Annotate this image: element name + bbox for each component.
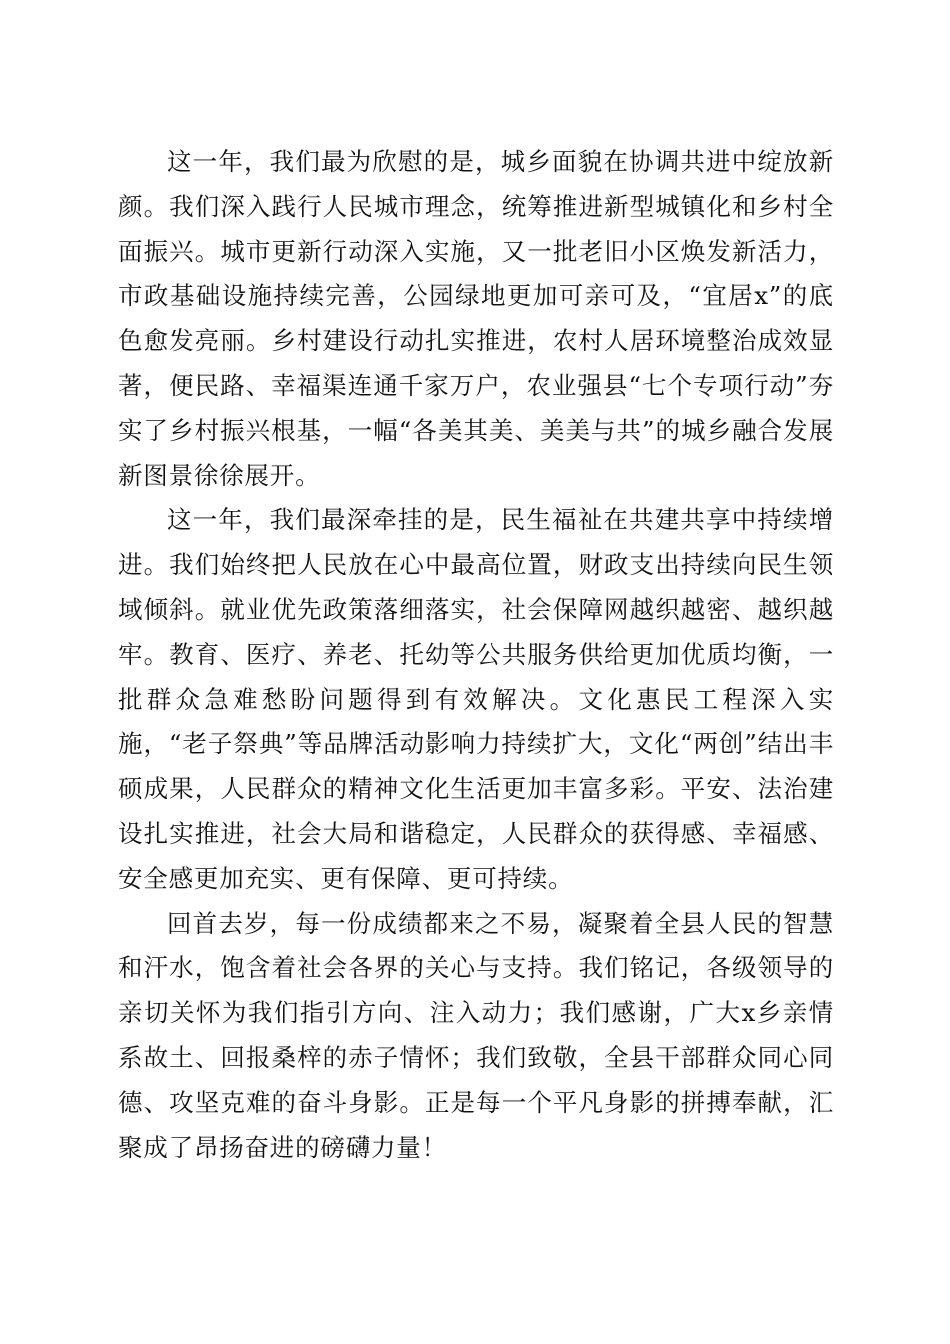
paragraph-urban-rural: 这一年，我们最为欣慰的是，城乡面貌在协调共进中绽放新颜。我们深入践行人民城市理念，统筹推进新型城镇化和乡村全面振兴。城市更新行动深入实施，又一批老旧小区焕发新活力，市政基础设施持续完善，公园绿地更加可亲可及，“宜居x”的底色愈发亮丽。乡村建设行动扎实推进，农村人居环境整治成效显著，便民路、幸福渠连通千家万户，农业强县“七个专项行动”夯实了乡村振兴根基，一幅“各美其美、美美与共”的城乡融合发展新图景徐徐展开。 <box>118 147 834 490</box>
paragraph-livelihood: 这一年，我们最深牵挂的是，民生福祉在共建共享中持续增进。我们始终把人民放在心中最高位置，财政支出持续向民生领域倾斜。就业优先政策落细落实，社会保障网越织越密、越织越牢。教育、医疗、养老、托幼等公共服务供给更加优质均衡，一批群众急难愁盼问题得到有效解决。文化惠民工程深入实施，“老子祭典”等品牌活动影响力持续扩大，文化“两创”结出丰硕成果，人民群众的精神文化生活更加丰富多彩。平安、法治建设扎实推进，社会大局和谐稳定，人民群众的获得感、幸福感、安全感更加充实、更有保障、更可持续。 <box>118 505 834 893</box>
document-body <box>118 140 834 1170</box>
paragraph-review: 回首去岁，每一份成绩都来之不易，凝聚着全县人民的智慧和汗水，饱含着社会各界的关心与支持。我们铭记，各级领导的亲切关怀为我们指引方向、注入动力；我们感谢，广大x乡亲情系故土、回报桑梓的赤子情怀；我们致敬，全县干部群众同心同德、攻坚克难的奋斗身影。正是每一个平凡身影的拼搏奉献，汇聚成了昂扬奋进的磅礴力量！ <box>118 908 834 1162</box>
